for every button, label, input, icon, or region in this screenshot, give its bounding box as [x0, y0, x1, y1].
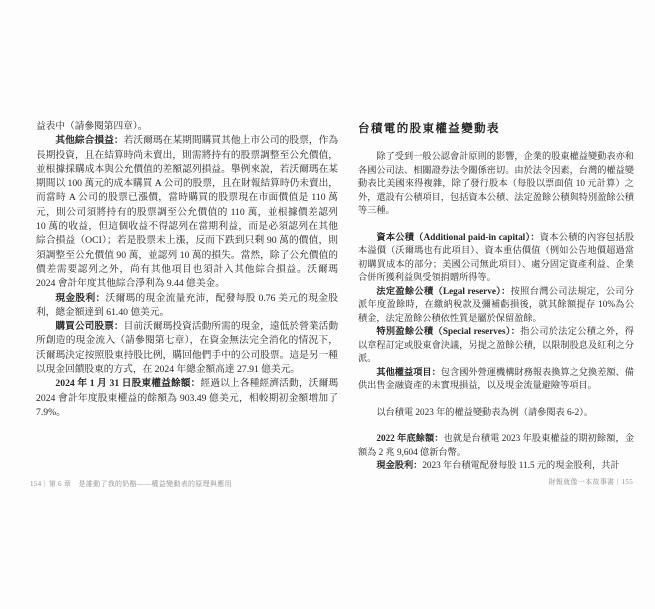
paragraph-share-buyback [36, 320, 338, 377]
paragraph-cash-dividend-tsmc [358, 459, 634, 473]
paragraph-cash-dividend-walmart [36, 292, 338, 321]
paragraph-text: 按照台灣公司法規定，公司分派年度盈餘時，在繳納稅款及彌補虧損後，就其餘額提存 10%為公積金，法定盈餘公積依性質是屬於保留盈餘。 [358, 285, 634, 323]
paragraph-text: 指公司於法定公積之外，得以章程訂定或股東會決議，另提之盈餘公積，以限制股息及紅利之分派。 [358, 326, 634, 363]
paragraph-lead: 2022 年底餘額： [376, 433, 444, 443]
paragraph-tsmc-intro [358, 150, 634, 218]
paragraph-other-comprehensive-income [36, 134, 338, 291]
paragraph-lead: 其他綜合損益： [55, 135, 124, 147]
paragraph-tsmc-example-reference [358, 406, 634, 420]
paragraph-text: 2023 年台積電配發每股 11.5 元的現金股利，共計 [422, 460, 620, 470]
paragraph-equity-balance-2024 [36, 377, 338, 420]
paragraph-text: 目前沃爾瑪投資活動所需的現金，遠低於營業活動所創造的現金流入（請參閱第七章），在資金無法完全消化的情況下，沃爾瑪決定按照股東持股比例，購回他們手中的公司股票。這是另一種以現金回饋股東的方式，在 2024 年總金額高達 27.91 億美元。 [36, 321, 339, 376]
paragraph-lead: 2024 年 1 月 31 日股東權益餘額： [55, 378, 201, 390]
paragraph-text: 益表中（請參閱第四章）。 [36, 121, 148, 132]
paragraph-text: 經過以上各種經濟活動，沃爾瑪 2024 會計年度股東權益的餘額為 903.49 億美元，相較期初金額增加了 7.9%。 [36, 378, 339, 418]
paragraph-2022-ending-balance [358, 432, 634, 459]
paragraph-text: 以台積電 2023 年的權益變動表為例（請參閱表 6-2）。 [376, 406, 594, 417]
paragraph-text: 若沃爾瑪在某期間購買其他上市公司的股票，作為長期投資，且在結算時尚未賣出，則需將持有的股票調整至公允價值，並根據採購成本與公允價值的差額認列損益。舉例來說，若沃爾瑪在某期間以 100 萬元的成本購買 A 公司的股票，且在財報結算時仍未賣出，而當時 A 公司的股票已漲價，當時購買的股票現在市面價值是 110 萬元，則公司須將持有的股票調至公允價值的 110 萬，並根據價差認列 10 萬的收益，但這個收益不得認列在當期利益，而是必須認列在其他綜合損益（OCI）；若是股票未上漲，反而下跌到只剩 90 萬的價值，則須調整至公允價值 90 萬，並認列 10 萬的損失。當然，除了公允價值的價差需要認列之外，尚有其他項目也須計入其他綜合損益。沃爾瑪 2024 會計年度其他綜合淨利為 9.44 億美金。 [36, 135, 339, 290]
paragraph-lead: 其他權益項目： [376, 366, 441, 377]
paragraph-text: 也就是台積電 2023 年股東權益的期初餘額，金額為 2 兆 9,604 億新台幣。 [358, 433, 635, 457]
left-page-footer: 154｜第 6 章 是誰動了我的奶酪——權益變動表的原理與應用 [30, 480, 232, 488]
paragraph-continuation [36, 120, 338, 134]
paragraph-lead: 特別盈餘公積（Special reserves）： [376, 326, 521, 336]
paragraph-text: 沃爾瑪的現金流量充沛，配發每股 0.76 美元的現金股利，總金額達到 61.40 億美元。 [36, 292, 338, 318]
paragraph-lead: 現金股利： [376, 460, 423, 470]
paragraph-lead: 法定盈餘公積（Legal reserve）： [376, 285, 511, 296]
paragraph-lead: 購買公司股票： [55, 321, 124, 333]
paragraph-text: 包含國外營運機構財務報表換算之兌換差額、備供出售金融資產的未實現損益，以及現金流量避險等項目。 [358, 366, 634, 390]
paragraph-special-reserves [358, 325, 634, 366]
paragraph-text: 除了受到一般公認會計原則的影響，企業的股東權益變動表亦和各國公司法、相關證券法令關係密切。由於法令因素，台灣的權益變動表比美國來得複雜，除了發行股本（每股以票面值 10 元計算）之外，還設有公積項目，包括資本公積、法定盈餘公積與特別盈餘公積等三種。 [358, 151, 634, 215]
paragraph-text: 資本公積的內容包括股本溢價（沃爾瑪也有此項目）、資本重估價值（例如公告地價超過當初購買成本的部分；美國公司無此項目）、處分固定資產利益、企業合併所獲利益與受領捐贈所得等。 [358, 231, 635, 282]
paragraph-other-equity-items [358, 366, 634, 393]
paragraph-lead: 資本公積（Additional paid-in capital）： [376, 231, 540, 242]
right-page [358, 120, 634, 473]
paragraph-legal-reserve [358, 285, 634, 326]
paragraph-lead: 現金股利： [55, 292, 106, 304]
section-heading: 台積電的股東權益變動表 [358, 123, 500, 135]
paragraph-additional-paid-in-capital [358, 231, 634, 285]
left-page [36, 120, 338, 420]
right-page-footer: 財報就像一本故事書｜155 [548, 478, 633, 486]
